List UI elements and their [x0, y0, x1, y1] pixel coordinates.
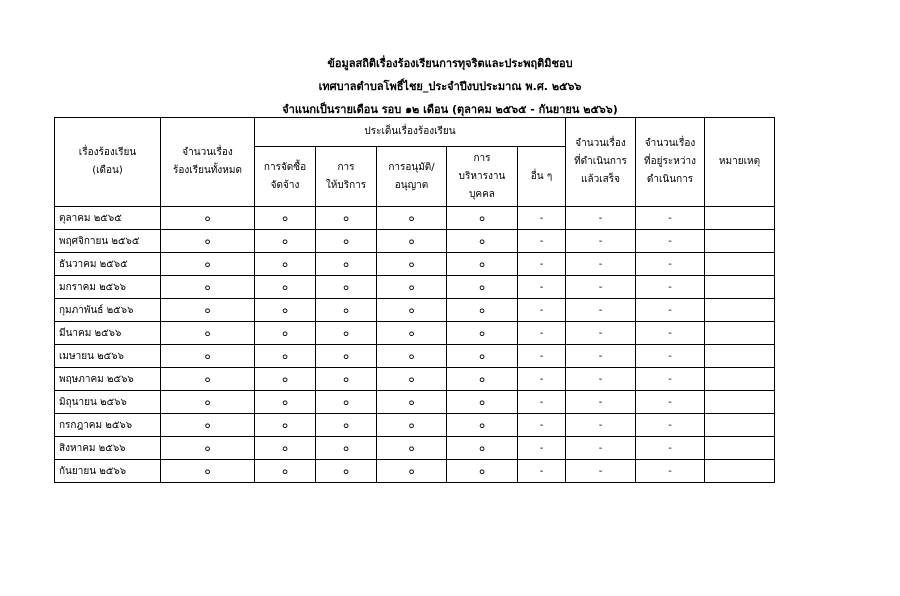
table-header — [55, 118, 775, 207]
table-row — [55, 299, 775, 322]
permission-cell: ๐ — [377, 230, 447, 253]
service-cell: ๐ — [316, 414, 377, 437]
month-cell: สิงหาคม ๒๕๖๖ — [55, 437, 161, 460]
header-month: เรื่องร้องเรียน (เดือน) — [55, 118, 161, 207]
in-progress-cell: - — [636, 345, 705, 368]
permission-cell: ๐ — [377, 437, 447, 460]
other-cell: - — [518, 322, 566, 345]
in-progress-cell: - — [636, 230, 705, 253]
permission-cell: ๐ — [377, 299, 447, 322]
personnel-cell: ๐ — [447, 322, 518, 345]
permission-cell: ๐ — [377, 368, 447, 391]
table-row — [55, 414, 775, 437]
remarks-cell — [705, 345, 775, 368]
permission-cell: ๐ — [377, 345, 447, 368]
in-progress-cell: - — [636, 368, 705, 391]
total-cell: ๐ — [161, 368, 255, 391]
header-completed: จำนวนเรื่อง ที่ดำเนินการ แล้วเสร็จ — [566, 118, 636, 207]
header-other: อื่น ๆ — [518, 147, 566, 207]
remarks-cell — [705, 460, 775, 483]
remarks-cell — [705, 230, 775, 253]
service-cell: ๐ — [316, 460, 377, 483]
service-cell: ๐ — [316, 253, 377, 276]
personnel-cell: ๐ — [447, 368, 518, 391]
in-progress-cell: - — [636, 437, 705, 460]
in-progress-cell: - — [636, 322, 705, 345]
remarks-cell — [705, 414, 775, 437]
header-procurement: การจัดซื้อ จัดจ้าง — [255, 147, 316, 207]
month-cell: พฤศจิกายน ๒๕๖๕ — [55, 230, 161, 253]
in-progress-cell: - — [636, 460, 705, 483]
service-cell: ๐ — [316, 299, 377, 322]
permission-cell: ๐ — [377, 276, 447, 299]
service-cell: ๐ — [316, 207, 377, 230]
procurement-cell: ๐ — [255, 322, 316, 345]
service-cell: ๐ — [316, 276, 377, 299]
procurement-cell: ๐ — [255, 437, 316, 460]
complaint-statistics-table — [54, 117, 775, 483]
permission-cell: ๐ — [377, 322, 447, 345]
table-row — [55, 460, 775, 483]
service-cell: ๐ — [316, 368, 377, 391]
other-cell: - — [518, 414, 566, 437]
total-cell: ๐ — [161, 207, 255, 230]
in-progress-cell: - — [636, 299, 705, 322]
service-cell: ๐ — [316, 345, 377, 368]
in-progress-cell: - — [636, 276, 705, 299]
title-line-3: จำแนกเป็นรายเดือน รอบ ๑๒ เดือน (ตุลาคม ๒๕๖๕ - กันยายน ๒๕๖๖) — [282, 103, 618, 116]
table-row — [55, 391, 775, 414]
table-row — [55, 207, 775, 230]
month-cell: กุมภาพันธ์ ๒๕๖๖ — [55, 299, 161, 322]
completed-cell: - — [566, 391, 636, 414]
total-cell: ๐ — [161, 299, 255, 322]
service-cell: ๐ — [316, 437, 377, 460]
month-cell: มกราคม ๒๕๖๖ — [55, 276, 161, 299]
procurement-cell: ๐ — [255, 207, 316, 230]
personnel-cell: ๐ — [447, 253, 518, 276]
personnel-cell: ๐ — [447, 414, 518, 437]
procurement-cell: ๐ — [255, 253, 316, 276]
header-personnel: การ บริหารงาน บุคคล — [447, 147, 518, 207]
procurement-cell: ๐ — [255, 391, 316, 414]
personnel-cell: ๐ — [447, 345, 518, 368]
other-cell: - — [518, 299, 566, 322]
remarks-cell — [705, 207, 775, 230]
other-cell: - — [518, 207, 566, 230]
title-line-2: เทศบาลตำบลโพธิ์ไชย_ประจำปีงบประมาณ พ.ศ. ๒๕๖๖ — [318, 80, 582, 93]
header-service: การ ให้บริการ — [316, 147, 377, 207]
completed-cell: - — [566, 207, 636, 230]
service-cell: ๐ — [316, 391, 377, 414]
in-progress-cell: - — [636, 391, 705, 414]
table-row — [55, 345, 775, 368]
personnel-cell: ๐ — [447, 276, 518, 299]
permission-cell: ๐ — [377, 460, 447, 483]
header-total: จำนวนเรื่อง ร้องเรียนทั้งหมด — [161, 118, 255, 207]
total-cell: ๐ — [161, 437, 255, 460]
title-line-1: ข้อมูลสถิติเรื่องร้องเรียนการทุจริตและประพฤติมิชอบ — [327, 57, 573, 70]
total-cell: ๐ — [161, 276, 255, 299]
table-row — [55, 276, 775, 299]
procurement-cell: ๐ — [255, 345, 316, 368]
completed-cell: - — [566, 345, 636, 368]
personnel-cell: ๐ — [447, 299, 518, 322]
completed-cell: - — [566, 437, 636, 460]
total-cell: ๐ — [161, 253, 255, 276]
month-cell: กรกฎาคม ๒๕๖๖ — [55, 414, 161, 437]
in-progress-cell: - — [636, 253, 705, 276]
completed-cell: - — [566, 460, 636, 483]
completed-cell: - — [566, 414, 636, 437]
document-title-block — [0, 52, 900, 121]
permission-cell: ๐ — [377, 253, 447, 276]
table-row — [55, 253, 775, 276]
remarks-cell — [705, 276, 775, 299]
completed-cell: - — [566, 276, 636, 299]
total-cell: ๐ — [161, 322, 255, 345]
personnel-cell: ๐ — [447, 207, 518, 230]
permission-cell: ๐ — [377, 414, 447, 437]
personnel-cell: ๐ — [447, 437, 518, 460]
header-permission: การอนุมัติ/ อนุญาต — [377, 147, 447, 207]
total-cell: ๐ — [161, 345, 255, 368]
procurement-cell: ๐ — [255, 414, 316, 437]
remarks-cell — [705, 322, 775, 345]
personnel-cell: ๐ — [447, 460, 518, 483]
header-issue-group: ประเด็นเรื่องร้องเรียน — [255, 118, 566, 147]
remarks-cell — [705, 437, 775, 460]
other-cell: - — [518, 460, 566, 483]
procurement-cell: ๐ — [255, 299, 316, 322]
other-cell: - — [518, 437, 566, 460]
total-cell: ๐ — [161, 391, 255, 414]
other-cell: - — [518, 253, 566, 276]
completed-cell: - — [566, 368, 636, 391]
service-cell: ๐ — [316, 322, 377, 345]
service-cell: ๐ — [316, 230, 377, 253]
header-in-progress: จำนวนเรื่อง ที่อยู่ระหว่าง ดำเนินการ — [636, 118, 705, 207]
total-cell: ๐ — [161, 460, 255, 483]
procurement-cell: ๐ — [255, 230, 316, 253]
completed-cell: - — [566, 230, 636, 253]
completed-cell: - — [566, 299, 636, 322]
month-cell: ธันวาคม ๒๕๖๕ — [55, 253, 161, 276]
other-cell: - — [518, 230, 566, 253]
total-cell: ๐ — [161, 414, 255, 437]
completed-cell: - — [566, 322, 636, 345]
other-cell: - — [518, 391, 566, 414]
other-cell: - — [518, 368, 566, 391]
personnel-cell: ๐ — [447, 230, 518, 253]
month-cell: กันยายน ๒๕๖๖ — [55, 460, 161, 483]
month-cell: เมษายน ๒๕๖๖ — [55, 345, 161, 368]
total-cell: ๐ — [161, 230, 255, 253]
procurement-cell: ๐ — [255, 368, 316, 391]
remarks-cell — [705, 368, 775, 391]
table-row — [55, 437, 775, 460]
procurement-cell: ๐ — [255, 460, 316, 483]
remarks-cell — [705, 253, 775, 276]
month-cell: พฤษภาคม ๒๕๖๖ — [55, 368, 161, 391]
month-cell: มีนาคม ๒๕๖๖ — [55, 322, 161, 345]
permission-cell: ๐ — [377, 207, 447, 230]
header-remarks: หมายเหตุ — [705, 118, 775, 207]
month-cell: ตุลาคม ๒๕๖๕ — [55, 207, 161, 230]
table-row — [55, 322, 775, 345]
table-row — [55, 230, 775, 253]
in-progress-cell: - — [636, 207, 705, 230]
table-body — [55, 207, 775, 483]
procurement-cell: ๐ — [255, 276, 316, 299]
other-cell: - — [518, 276, 566, 299]
completed-cell: - — [566, 253, 636, 276]
other-cell: - — [518, 345, 566, 368]
table-row — [55, 368, 775, 391]
month-cell: มิถุนายน ๒๕๖๖ — [55, 391, 161, 414]
permission-cell: ๐ — [377, 391, 447, 414]
personnel-cell: ๐ — [447, 391, 518, 414]
remarks-cell — [705, 391, 775, 414]
remarks-cell — [705, 299, 775, 322]
in-progress-cell: - — [636, 414, 705, 437]
